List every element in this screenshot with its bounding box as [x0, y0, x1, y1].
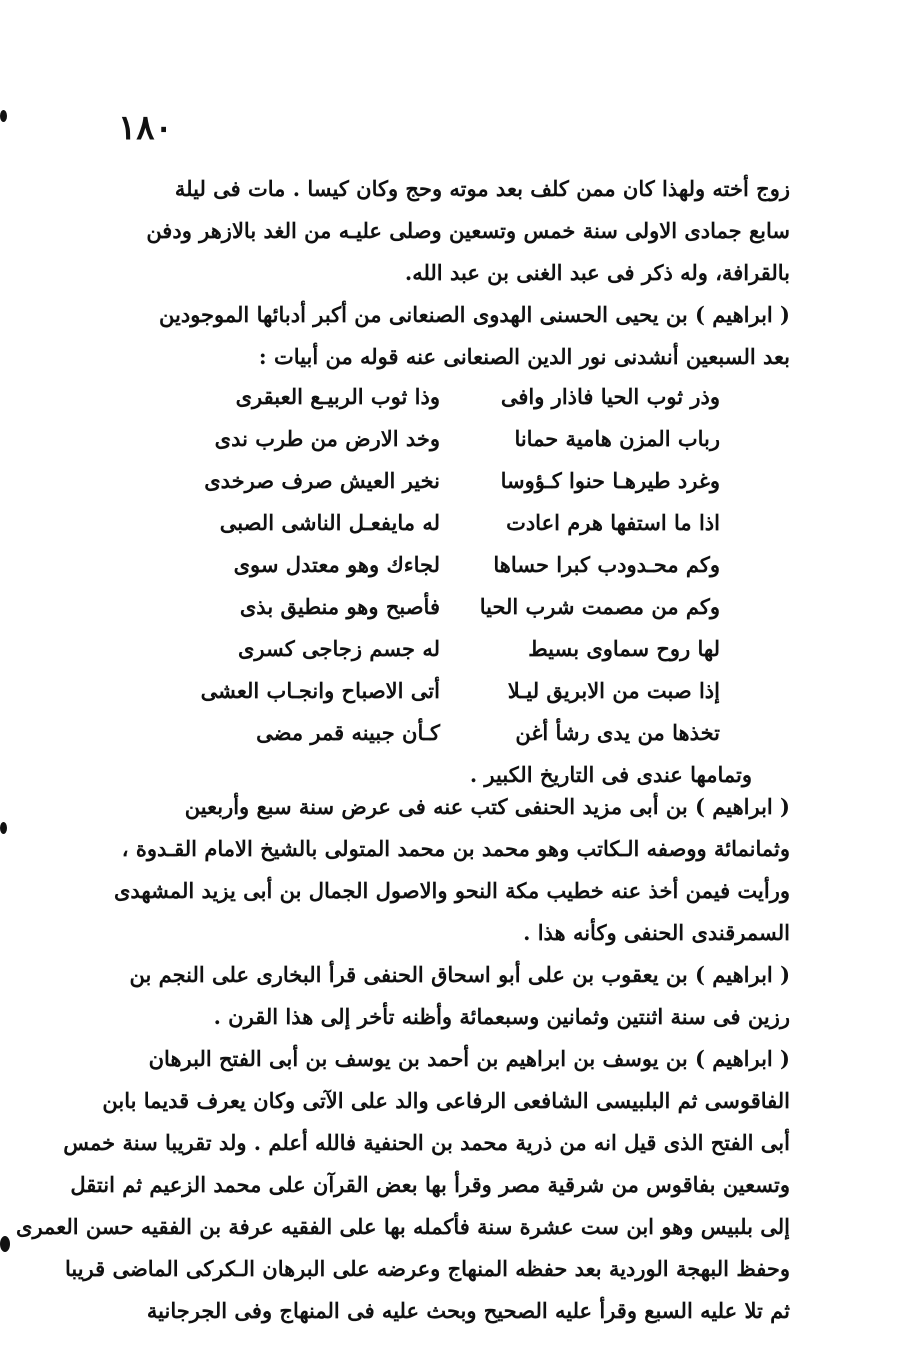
text-line: ثم تلا عليه السبع وقرأ عليه الصحيح وبحث عليه فى المنهاج وفى الجرجانية: [146, 1298, 790, 1323]
text-line: سابع جمادى الاولى سنة خمس وتسعين وصلى عليـه من الغد بالازهر ودفن: [146, 218, 790, 243]
second-hemistich: لجاءك وهو معتدل سوى: [233, 552, 440, 577]
text-line: وثمانمائة ووصفه الـكاتب وهو محمد بن محمد المتولى بالشيخ الامام القـدوة ،: [121, 836, 790, 861]
second-hemistich: وذا ثوب الربيـع العبقرى: [235, 384, 440, 409]
text-line: ورأيت فيمن أخذ عنه خطيب مكة النحو والاصول الجمال بن أبى يزيد المشهدى: [113, 878, 790, 903]
first-hemistich: لها روح سماوى بسيط: [528, 636, 720, 661]
text-line: وتسعين بفاقوس من شرقية مصر وقرأ بها بعض القرآن على محمد الزعيم ثم انتقل: [70, 1172, 790, 1197]
first-hemistich: وكم من مصمت شرب الحيا: [479, 594, 720, 619]
poem-verse: [180, 628, 720, 670]
text-line: بالقرافة، وله ذكر فى عبد الغنى بن عبد الله.: [404, 260, 790, 285]
text-line: ( ابراهيم ) بن يحيى الحسنى الهدوى الصنعانى من أكبر أدبائها الموجودين: [159, 302, 790, 327]
margin-mark-bottom: [0, 1236, 10, 1252]
poem-verse: [180, 502, 720, 544]
text-line: رزين فى سنة اثنتين وثمانين وسبعمائة وأظنه تأخر إلى هذا القرن .: [213, 1004, 790, 1029]
poem-verse: [180, 586, 720, 628]
poem-verse: [180, 376, 720, 418]
second-hemistich: نخير العيش صرف صرخدى: [204, 468, 440, 493]
first-hemistich: اذا ما استفها هرم اعادت: [506, 510, 720, 535]
text-line: زوج أخته ولهذا كان ممن كلف بعد موته وحج وكان كيسا . مات فى ليلة: [174, 176, 790, 201]
second-hemistich: وخد الارض من طرب ندى: [214, 426, 440, 451]
page-number: ١٨٠: [118, 108, 173, 148]
entries-paragraph: [16, 786, 790, 1332]
text-line: ( ابراهيم ) بن يعقوب بن على أبو اسحاق الحنفى قرأ البخارى على النجم بن: [129, 962, 790, 987]
poem-closing-line: وتمامها عندى فى التاريخ الكبير .: [469, 762, 752, 787]
intro-paragraph: [128, 168, 790, 378]
text-line: ( ابراهيم ) بن أبى مزيد الحنفى كتب عنه فى عرض سنة سبع وأربعين: [184, 794, 790, 819]
poem-verse: [180, 460, 720, 502]
poem-verse: [180, 670, 720, 712]
text-line: السمرقندى الحنفى وكأنه هذا .: [523, 920, 790, 945]
poem-verse: [180, 544, 720, 586]
second-hemistich: له جسم زجاجى كسرى: [237, 636, 440, 661]
first-hemistich: إذا صبت من الابريق ليـلا: [507, 678, 720, 703]
second-hemistich: أتى الاصباح وانجـاب العشى: [200, 678, 440, 703]
first-hemistich: رباب المزن هامية حمانا: [514, 426, 720, 451]
poem: [180, 376, 720, 754]
margin-mark-middle: [0, 822, 7, 834]
text-line: إلى بلبيس وهو ابن ست عشرة سنة فأكمله بها على الفقيه عرفة بن الفقيه حسن العمرى: [16, 1214, 790, 1239]
first-hemistich: وغرد طيرهـا حنوا كـؤوسا: [500, 468, 720, 493]
poem-verse: [180, 712, 720, 754]
first-hemistich: وكم محـدودب كبرا حساها: [493, 552, 720, 577]
margin-mark-top: [0, 110, 7, 122]
text-line: بعد السبعين أنشدنى نور الدين الصنعانى عنه قوله من أبيات :: [258, 344, 790, 369]
text-line: أبى الفتح الذى قيل انه من ذرية محمد بن الحنفية فالله أعلم . ولد تقريبا سنة خمس: [63, 1130, 790, 1155]
text-line: وحفظ البهجة الوردية بعد حفظه المنهاج وعرضه على البرهان الـكركى الماضى قريبا: [64, 1256, 790, 1281]
text-line: الفاقوسى ثم البلبيسى الشافعى الرفاعى والد على الآتى وكان يعرف قديما بابن: [102, 1088, 790, 1113]
second-hemistich: له مايفعـل الناشى الصبى: [219, 510, 440, 535]
second-hemistich: كـأن جبينه قمر مضى: [256, 720, 440, 745]
poem-verse: [180, 418, 720, 460]
first-hemistich: وذر ثوب الحيا فاذار وافى: [500, 384, 720, 409]
first-hemistich: تخذها من يدى رشأ أغن: [515, 720, 720, 745]
text-line: ( ابراهيم ) بن يوسف بن ابراهيم بن أحمد بن يوسف بن أبى الفتح البرهان: [148, 1046, 790, 1071]
second-hemistich: فأصبح وهو منطيق بذى: [239, 594, 440, 619]
